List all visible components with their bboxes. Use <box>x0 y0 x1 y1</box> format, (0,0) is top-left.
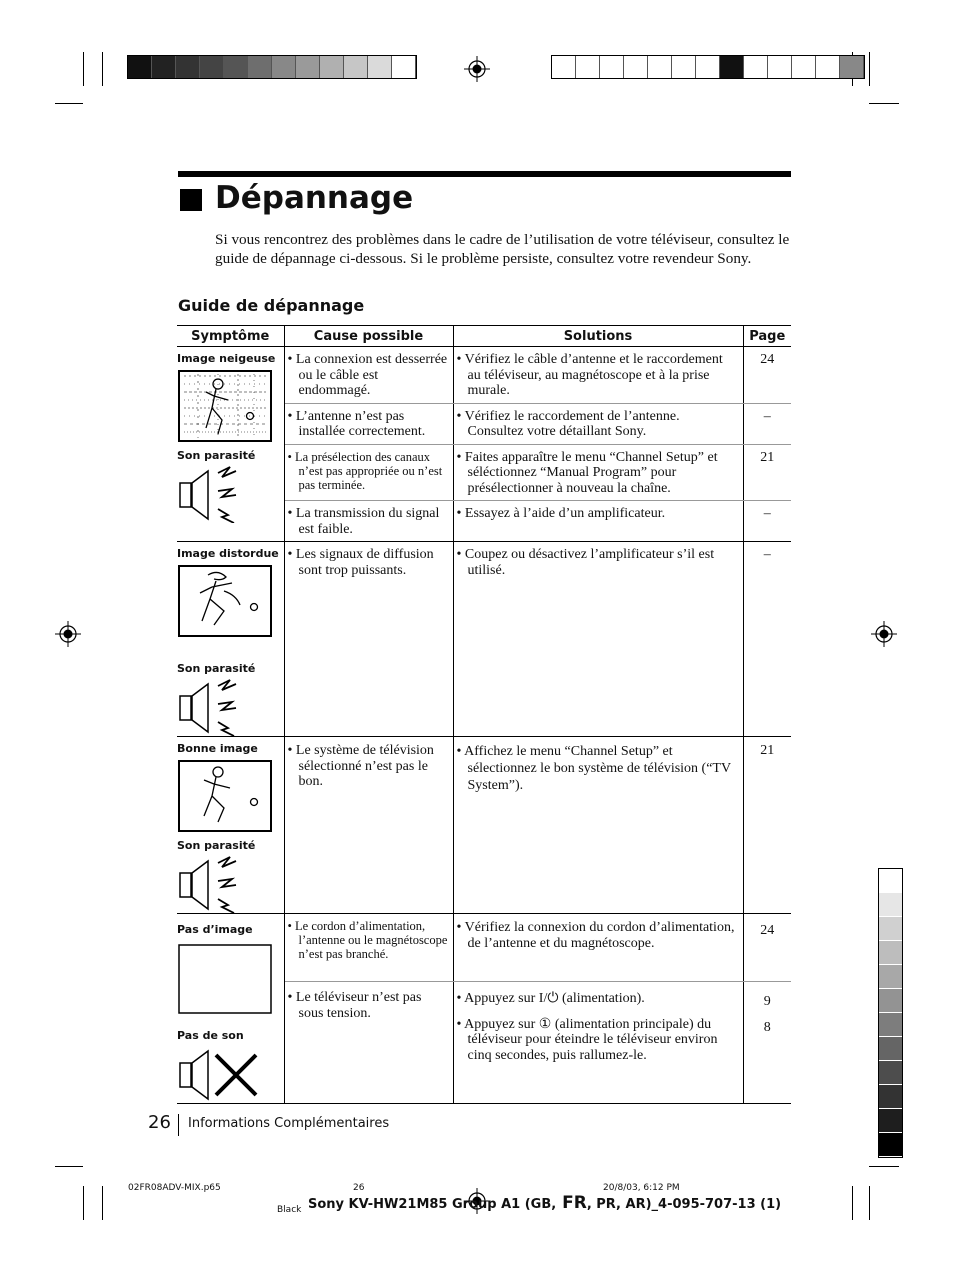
power-icon: I/⏻ <box>538 991 559 1007</box>
calibration-swatch <box>624 56 648 78</box>
section-tab <box>879 1037 902 1061</box>
calibration-swatch <box>320 56 344 78</box>
noisy-sound-icon <box>178 678 248 736</box>
snowy-image-icon <box>178 370 272 442</box>
section-tab <box>879 989 902 1013</box>
section-tab <box>879 917 902 941</box>
section-tab <box>879 965 902 989</box>
page-ref: 24 <box>760 923 775 938</box>
registration-mark-right-icon <box>871 621 897 647</box>
symptom-label: Son parasité <box>177 448 256 462</box>
section-tab <box>879 1133 902 1157</box>
calibration-swatch <box>272 56 296 78</box>
calibration-swatch <box>200 56 224 78</box>
cause-text: • Le cordon d’alimentation, l’antenne ou le magnétoscope n’est pas branché. <box>287 919 448 961</box>
calibration-swatch <box>344 56 368 78</box>
slug-model: Sony KV-HW21M85 Group A1 (GB, FR, PR, AR)_4-095-707-13 (1) <box>308 1193 782 1213</box>
page-ref: 21 <box>760 449 775 465</box>
calibration-swatch <box>648 56 672 78</box>
footer-section: Informations Complémentaires <box>188 1116 390 1131</box>
troubleshooting-table <box>177 325 791 1104</box>
no-sound-icon <box>178 1045 262 1103</box>
calibration-swatch <box>816 56 840 78</box>
symptom-label: Pas d’image <box>177 923 253 936</box>
symptom-label: Pas de son <box>177 1028 244 1042</box>
solution-text: • Affichez le menu “Channel Setup” et sélectionnez le bon système de télévision (“TV System”). <box>456 744 731 793</box>
calibration-swatch <box>720 56 744 78</box>
cause-text: • Le téléviseur n’est pas sous tension. <box>287 990 422 1021</box>
solution-text: • Vérifiez le câble d’antenne et le raccordement au téléviseur, au magnétoscope et à la prise murale. <box>456 352 723 398</box>
calibration-swatch <box>792 56 816 78</box>
symptom-label: Bonne image <box>177 742 258 755</box>
symptom-label: Son parasité <box>177 838 256 852</box>
registration-mark-top-icon <box>464 56 490 82</box>
calibration-swatch <box>576 56 600 78</box>
calibration-swatch <box>368 56 392 78</box>
table-row <box>177 347 791 404</box>
page-ref: 9 <box>763 994 771 1010</box>
cause-text: • La connexion est desserrée ou le câble est endommagé. <box>287 352 448 398</box>
page-ref: – <box>763 408 771 424</box>
page-ref: 21 <box>760 743 775 758</box>
slug-page: 26 <box>353 1183 365 1193</box>
section-tab <box>879 869 902 893</box>
cause-text: • La présélection des canaux n’est pas appropriée ou n’est pas terminée. <box>287 449 443 492</box>
solution-text: • Essayez à l’aide d’un amplificateur. <box>456 506 666 521</box>
title-square-icon <box>180 189 202 211</box>
intro-paragraph: Si vous rencontrez des problèmes dans le cadre de l’utilisation de votre téléviseur, consultez le guide de dépannage ci-dessous. Si le problème persiste, consultez votre revendeur Sony. <box>215 231 790 267</box>
slug-color: Black <box>277 1205 302 1215</box>
calibration-swatch <box>672 56 696 78</box>
footer-divider <box>178 1114 179 1136</box>
header-cause: Cause possible <box>284 326 453 347</box>
title-rule <box>178 171 791 177</box>
no-image-icon <box>178 944 272 1016</box>
calibration-swatch <box>152 56 176 78</box>
calibration-swatch <box>128 56 152 78</box>
color-calibration-bar-right <box>551 55 865 79</box>
noisy-sound-icon <box>178 855 248 913</box>
header-symptom: Symptôme <box>177 326 284 347</box>
slug-date: 20/8/03, 6:12 PM <box>603 1183 680 1193</box>
section-tab <box>879 1013 902 1037</box>
section-tab <box>879 1085 902 1109</box>
symptom-label: Son parasité <box>177 661 256 675</box>
table-row <box>177 914 791 982</box>
solution-text: • Vérifiez la connexion du cordon d’alimentation, de l’antenne et du magnétoscope. <box>456 920 735 951</box>
symptom-label: Image distordue <box>177 547 279 560</box>
cause-text: • Le système de télévision sélectionné n’est pas le bon. <box>287 743 434 789</box>
header-solutions: Solutions <box>453 326 743 347</box>
cause-text: • L’antenne n’est pas installée correctement. <box>287 408 426 439</box>
page-ref: – <box>763 506 771 521</box>
good-image-icon <box>178 760 272 832</box>
section-heading: Guide de dépannage <box>178 296 365 315</box>
solution-text: • Vérifiez le raccordement de l’antenne. Consultez votre détaillant Sony. <box>456 408 680 439</box>
solution-text: • Faites apparaître le menu “Channel Setup” et séléctionnez “Manual Program” pour présélectionner à nouveau la chaîne. <box>456 449 718 496</box>
page-ref: – <box>763 547 771 562</box>
distorted-image-icon <box>178 565 272 637</box>
registration-mark-left-icon <box>55 621 81 647</box>
cause-text: • La transmission du signal est faible. <box>287 506 440 537</box>
table-row <box>177 542 791 737</box>
main-power-icon: ① <box>538 1016 552 1032</box>
table-header-row <box>177 326 791 347</box>
page-ref: 24 <box>760 352 775 367</box>
calibration-swatch <box>248 56 272 78</box>
calibration-swatch <box>552 56 576 78</box>
page-title: Dépannage <box>215 180 414 216</box>
page-ref: 8 <box>763 1019 771 1035</box>
slug-file: 02FR08ADV-MIX.p65 <box>128 1183 221 1193</box>
noisy-sound-icon <box>178 465 248 523</box>
table-row <box>177 737 791 914</box>
symptom-label: Image neigeuse <box>177 352 276 365</box>
calibration-swatch <box>600 56 624 78</box>
cause-text: • Les signaux de diffusion sont trop puissants. <box>287 547 434 578</box>
section-tab <box>879 1061 902 1085</box>
calibration-swatch <box>744 56 768 78</box>
calibration-swatch <box>392 56 416 78</box>
color-calibration-bar-left <box>127 55 417 79</box>
calibration-swatch <box>768 56 792 78</box>
page-number: 26 <box>148 1112 171 1133</box>
calibration-swatch <box>840 56 864 78</box>
header-page: Page <box>743 326 791 347</box>
solution-text: • Appuyez sur I/⏻ (alimentation). <box>456 991 645 1007</box>
calibration-swatch <box>224 56 248 78</box>
calibration-swatch <box>696 56 720 78</box>
section-tab <box>879 1109 902 1133</box>
solution-text: • Coupez ou désactivez l’amplificateur s’il est utilisé. <box>456 547 715 578</box>
calibration-swatch <box>176 56 200 78</box>
calibration-swatch <box>296 56 320 78</box>
section-tab <box>879 893 902 917</box>
section-color-tabs <box>878 868 903 1158</box>
section-tab <box>879 941 902 965</box>
solution-text: • Appuyez sur ① (alimentation principale) du téléviseur pour éteindre le téléviseur environ cinq secondes, puis rallumez-le. <box>456 1016 718 1063</box>
